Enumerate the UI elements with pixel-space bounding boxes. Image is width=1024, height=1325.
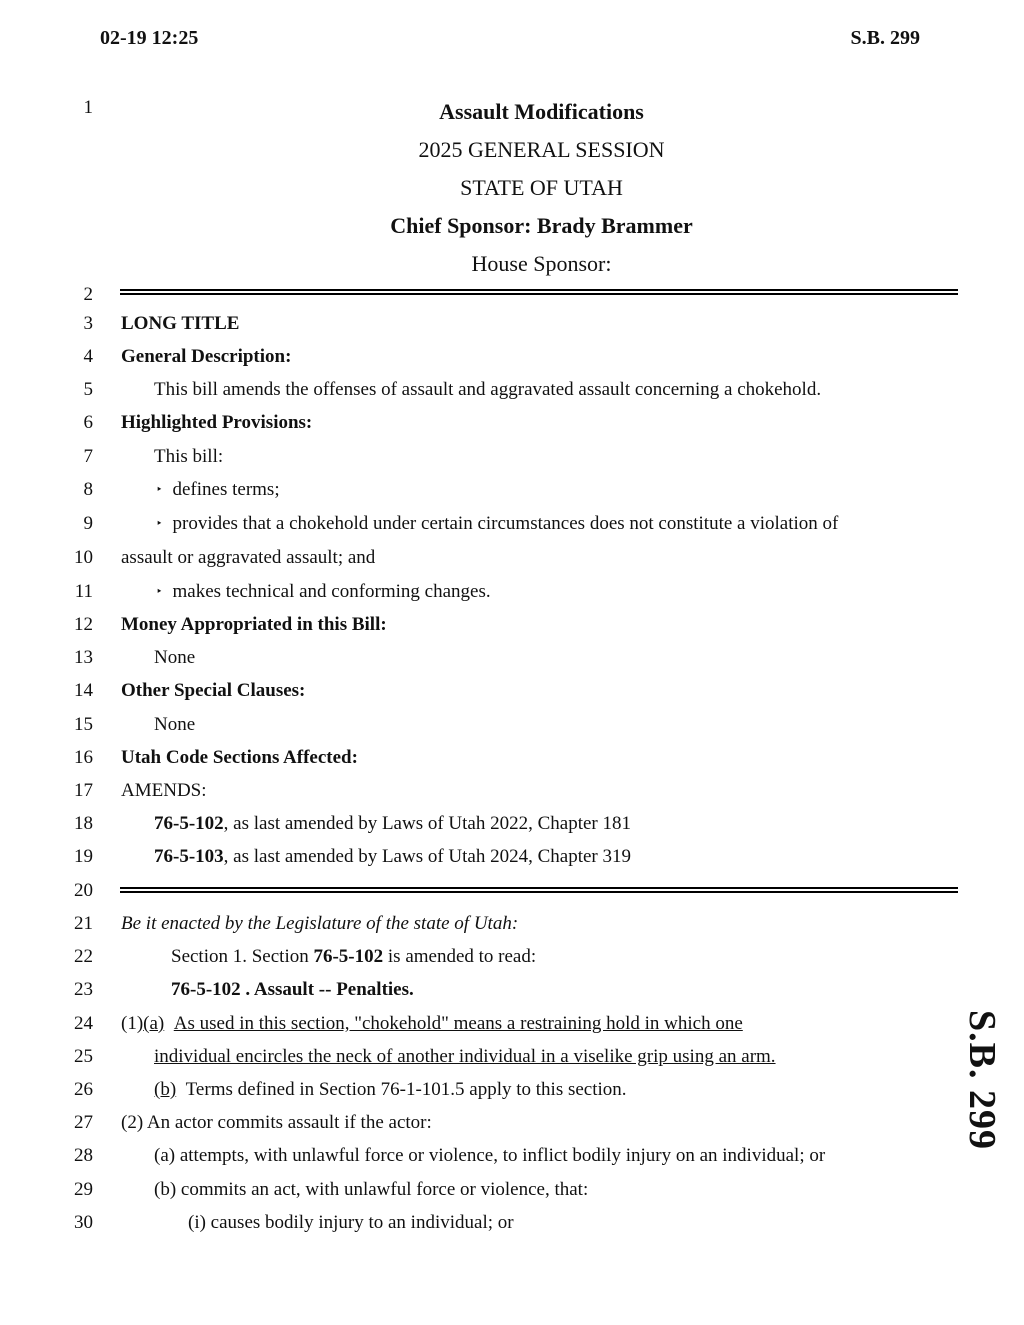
line-number: 6 [83, 412, 93, 433]
line-number: 24 [74, 1013, 93, 1034]
chief-sponsor: Chief Sponsor: Brady Brammer [390, 213, 693, 238]
statute-line: (a) attempts, with unlawful force or violence, to inflict bodily injury on an individual; or [154, 1145, 826, 1166]
list-item-text: provides that a chokehold under certain circumstances does not constitute a violation of [172, 513, 839, 534]
inserted-text: individual encircles the neck of another individual in a viselike grip using an arm. [154, 1046, 776, 1067]
subsection-number: (1) [121, 1013, 144, 1034]
list-item-text: makes technical and conforming changes. [172, 581, 491, 602]
line-number: 12 [74, 614, 93, 635]
line-number: 26 [74, 1079, 93, 1100]
header-date: 02-19 12:25 [100, 27, 199, 49]
line-number: 25 [74, 1046, 93, 1067]
line-number: 15 [74, 714, 93, 735]
section-intro [171, 946, 536, 968]
house-sponsor: House Sponsor: [471, 251, 612, 276]
code-sections-heading: Utah Code Sections Affected: [121, 747, 358, 768]
line-number: 13 [74, 647, 93, 668]
session-label: 2025 GENERAL SESSION [418, 137, 665, 162]
line-number: 18 [74, 813, 93, 834]
section-heading: 76-5-102 . Assault -- Penalties. [171, 979, 414, 1000]
this-bill-label: This bill: [154, 446, 224, 467]
statute-line: (2) An actor commits assault if the actor: [121, 1112, 432, 1133]
line-number: 30 [74, 1212, 93, 1233]
line-number: 23 [74, 979, 93, 1000]
bullet-icon: ‣ [156, 518, 163, 530]
list-item [156, 479, 280, 501]
line-number: 21 [74, 913, 93, 934]
subsection-letter: (b) [154, 1079, 177, 1100]
statute-line [121, 1013, 743, 1035]
line-number: 7 [83, 446, 93, 467]
section-amendment-text: , as last amended by Laws of Utah 2024, Chapter 319 [223, 846, 632, 867]
section-code: 76-5-103 [154, 846, 224, 867]
statute-line: (b) commits an act, with unlawful force or violence, that: [154, 1179, 589, 1200]
highlighted-provisions-heading: Highlighted Provisions: [121, 412, 313, 433]
statute-text: Terms defined in Section 76-1-101.5 apply to this section. [185, 1079, 627, 1100]
inserted-text: As used in this section, "chokehold" means a restraining hold in which one [173, 1013, 743, 1034]
general-description-heading: General Description: [121, 346, 292, 367]
line-number: 19 [74, 846, 93, 867]
line-number: 2 [83, 284, 93, 305]
line-number: 17 [74, 780, 93, 801]
line-number: 16 [74, 747, 93, 768]
other-clauses-heading: Other Special Clauses: [121, 680, 306, 701]
other-clauses-value: None [154, 714, 196, 735]
line-number: 28 [74, 1145, 93, 1166]
enacting-clause: Be it enacted by the Legislature of the state of Utah: [121, 913, 519, 934]
list-item-text: defines terms; [172, 479, 280, 500]
long-title-heading: LONG TITLE [121, 313, 240, 334]
line-number: 29 [74, 1179, 93, 1200]
list-item [156, 513, 838, 535]
line-number: 22 [74, 946, 93, 967]
line-number: 10 [74, 547, 93, 568]
line-number: 14 [74, 680, 93, 701]
section-code: 76-5-102 [313, 946, 384, 967]
amends-label: AMENDS: [121, 780, 207, 801]
line-number: 20 [74, 880, 93, 901]
statute-line [154, 1079, 627, 1101]
bullet-icon: ‣ [156, 484, 163, 496]
general-description-text: This bill amends the offenses of assault and aggravated assault concerning a chokehold. [154, 379, 822, 400]
line-number: 1 [83, 97, 93, 118]
section-intro-suffix: is amended to read: [383, 946, 537, 967]
line-number: 11 [74, 581, 93, 602]
line-number: 5 [83, 379, 93, 400]
section-intro-prefix: Section 1. Section [171, 946, 314, 967]
section-code: 76-5-102 [154, 813, 224, 834]
affected-section [154, 813, 631, 835]
header-bill-number: S.B. 299 [850, 27, 920, 49]
divider-top [120, 289, 958, 295]
state-label: STATE OF UTAH [460, 175, 623, 200]
line-number: 4 [83, 346, 93, 367]
line-number: 27 [74, 1112, 93, 1133]
list-item-continuation: assault or aggravated assault; and [121, 547, 376, 568]
bill-title: Assault Modifications [439, 99, 644, 124]
money-value: None [154, 647, 196, 668]
line-number: 8 [83, 479, 93, 500]
divider-bottom [120, 887, 958, 893]
section-amendment-text: , as last amended by Laws of Utah 2022, Chapter 181 [223, 813, 632, 834]
subsection-letter: (a) [143, 1013, 165, 1034]
list-item [156, 581, 491, 603]
bullet-icon: ‣ [156, 586, 163, 598]
statute-line: (i) causes bodily injury to an individual; or [188, 1212, 514, 1233]
line-number: 3 [83, 313, 93, 334]
side-bill-label: S.B. 299 [961, 1010, 1003, 1150]
line-number: 9 [83, 513, 93, 534]
affected-section [154, 846, 631, 868]
money-heading: Money Appropriated in this Bill: [121, 614, 387, 635]
